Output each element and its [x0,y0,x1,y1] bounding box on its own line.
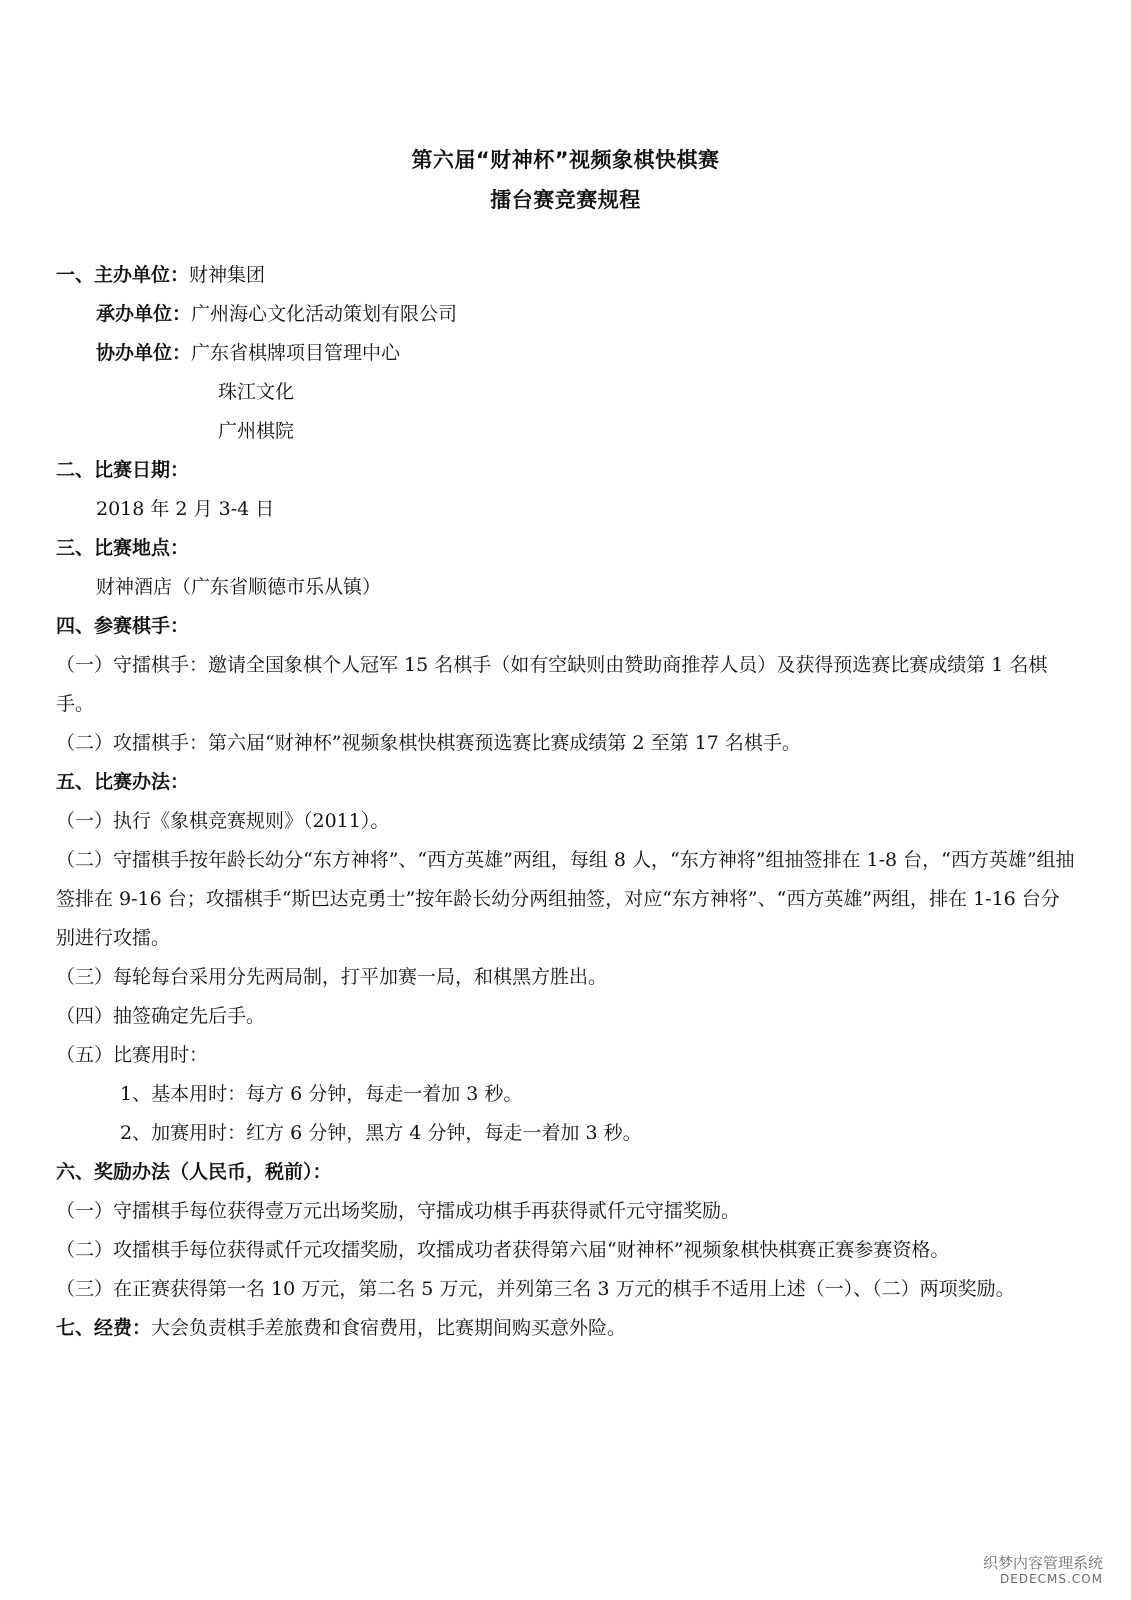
awards-item-3: （三）在正赛获得第一名 10 万元，第二名 5 万元，并列第三名 3 万元的棋手不适用上述（一）、（二）两项奖励。 [56,1278,1015,1300]
method-item-5: （五）比赛用时： [56,1044,209,1066]
organizer-value: 广州海心文化活动策划有限公司 [191,303,458,325]
method-heading: 五、比赛办法： [56,771,190,793]
players-heading: 四、参赛棋手： [56,615,190,637]
document-subtitle: 擂台赛竞赛规程 [490,188,641,212]
coorganizer-value-1: 广东省棋牌项目管理中心 [191,342,401,364]
title-block [0,140,1131,220]
host-value: 财神集团 [189,264,266,286]
date-text: 2018 年 2 月 3-4 日 [96,498,275,520]
players-item-1: （一）守擂棋手：邀请全国象棋个人冠军 15 名棋手（如有空缺则由赞助商推荐人员）及获得预选赛比赛成绩第 1 名棋手。 [56,654,1048,715]
watermark-line-2: DEDECMS.COM [1000,1572,1103,1586]
coorganizer-value-2: 珠江文化 [218,381,295,403]
organizer-label: 承办单位： [96,303,192,325]
host-label: 一、主办单位： [56,264,190,286]
funding-text: 大会负责棋手差旅费和食宿费用，比赛期间购买意外险。 [151,1317,627,1339]
awards-item-1: （一）守擂棋手每位获得壹万元出场奖励，守擂成功棋手再获得贰仟元守擂奖励。 [56,1200,741,1222]
players-item-2: （二）攻擂棋手：第六届“财神杯”视频象棋快棋赛预选赛比赛成绩第 2 至第 17 名棋手。 [56,732,801,754]
venue-text: 财神酒店（广东省顺德市乐从镇） [96,576,382,598]
awards-heading: 六、奖励办法（人民币，税前）： [56,1161,332,1183]
time-rule-1: 1、基本用时：每方 6 分钟，每走一着加 3 秒。 [120,1083,523,1105]
document-body [56,256,1076,1348]
method-item-1: （一）执行《象棋竞赛规则》（2011）。 [56,810,390,832]
funding-heading: 七、经费： [56,1317,152,1339]
time-rule-2: 2、加赛用时：红方 6 分钟，黑方 4 分钟，每走一着加 3 秒。 [120,1122,642,1144]
venue-heading: 三、比赛地点： [56,537,190,559]
document-title: 第六届“财神杯”视频象棋快棋赛 [411,148,720,172]
host-line [56,256,1076,295]
coorganizer-line [56,334,1076,373]
coorganizer-value-3: 广州棋院 [218,420,295,442]
date-heading: 二、比赛日期： [56,459,190,481]
method-item-2: （二）守擂棋手按年龄长幼分“东方神将”、“西方英雄”两组，每组 8 人，“东方神将”组抽签排在 1-8 台，“西方英雄”组抽签排在 9-16 台；攻擂棋手“斯巴达克勇士”按年龄长幼分两组抽签，对应“东方神将”、“西方英雄”两组，排在 1-16 台分别进行攻擂。 [56,849,1075,949]
funding-line [56,1309,1076,1348]
organizer-line [56,295,1076,334]
watermark [983,1554,1103,1586]
watermark-line-1: 织梦内容管理系统 [982,1554,1103,1572]
method-item-4: （四）抽签确定先后手。 [56,1005,266,1027]
awards-item-2: （二）攻擂棋手每位获得贰仟元攻擂奖励，攻擂成功者获得第六届“财神杯”视频象棋快棋赛正赛参赛资格。 [56,1239,950,1261]
method-item-3: （三）每轮每台采用分先两局制，打平加赛一局，和棋黑方胜出。 [56,966,608,988]
coorganizer-label: 协办单位： [96,342,192,364]
